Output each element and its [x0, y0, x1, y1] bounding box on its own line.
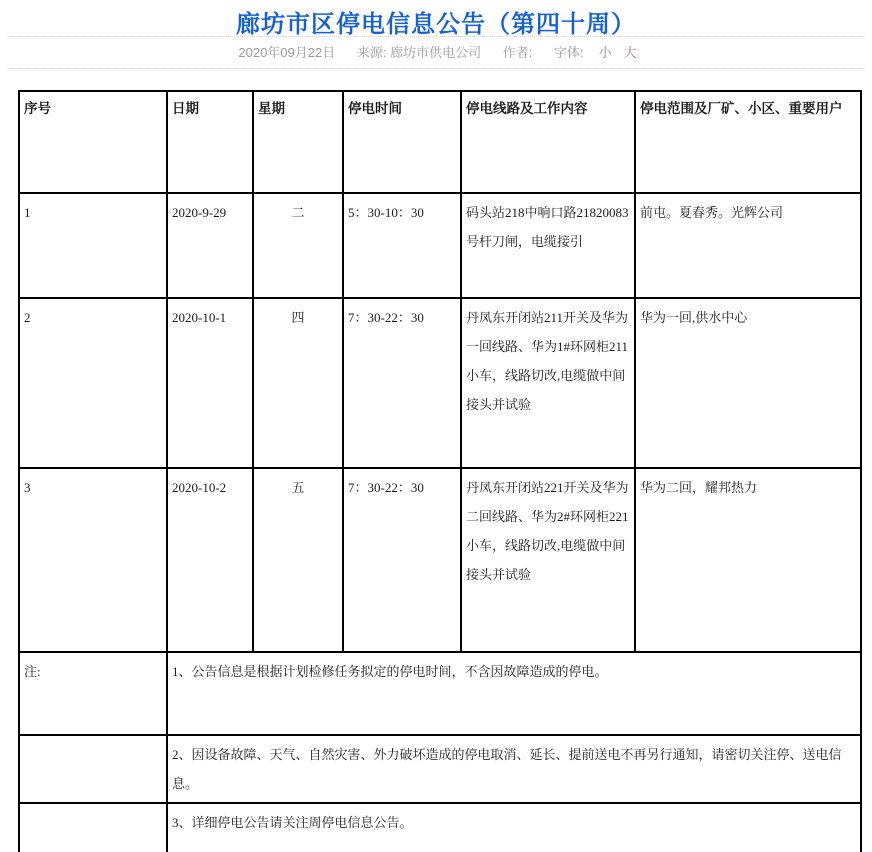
cell-line-work: 码头站218中响口路21820083号杆刀闸，电缆接引 [461, 193, 635, 298]
cell-scope: 华为一回,供水中心 [635, 298, 861, 468]
cell-outage-time: 5：30-10：30 [343, 193, 461, 298]
header-date: 日期 [167, 91, 253, 193]
outage-table [18, 90, 862, 852]
font-size-large-button[interactable]: 大 [623, 45, 637, 60]
header-line-work: 停电线路及工作内容 [461, 91, 635, 193]
publish-date: 2020年09月22日 [238, 45, 336, 60]
cell-scope: 华为二回，耀邦热力 [635, 468, 861, 652]
cell-serial: 3 [19, 468, 167, 652]
cell-outage-time: 7：30-22：30 [343, 298, 461, 468]
cell-line-work: 丹凤东开闭站211开关及华为一回线路、华为1#环网柜211小车，线路切改,电缆做中间接头并试验 [461, 298, 635, 468]
note-text-2: 2、因设备故障、天气、自然灾害、外力破坏造成的停电取消、延长、提前送电不再另行通知，请密切关注停、送电信息。 [167, 735, 861, 803]
cell-date: 2020-9-29 [167, 193, 253, 298]
author-label: 作者: [502, 45, 533, 60]
cell-line-work: 丹凤东开闭站221开关及华为二回线路、华为2#环网柜221小车，线路切改,电缆做中间接头并试验 [461, 468, 635, 652]
cell-weekday: 五 [253, 468, 343, 652]
page-title: 廊坊市区停电信息公告（第四十周） [236, 11, 636, 38]
meta-bar [0, 37, 872, 68]
note-row [19, 735, 861, 803]
cell-outage-time: 7：30-22：30 [343, 468, 461, 652]
header-scope: 停电范围及厂矿、小区、重要用户 [635, 91, 861, 193]
table-header-row [19, 91, 861, 193]
cell-serial: 2 [19, 298, 167, 468]
cell-date: 2020-10-1 [167, 298, 253, 468]
note-text-3: 3、详细停电公告请关注周停电信息公告。 [167, 803, 861, 852]
cell-date: 2020-10-2 [167, 468, 253, 652]
cell-scope: 前屯。夏春秀。光辉公司 [635, 193, 861, 298]
header-outage-time: 停电时间 [343, 91, 461, 193]
note-row [19, 803, 861, 852]
cell-weekday: 二 [253, 193, 343, 298]
cell-serial: 1 [19, 193, 167, 298]
header-weekday: 星期 [253, 91, 343, 193]
notes-empty-cell [19, 803, 167, 852]
table-row [19, 468, 861, 652]
header-serial: 序号 [19, 91, 167, 193]
source-label: 来源: 廊坊市供电公司 [356, 45, 482, 60]
table-row [19, 193, 861, 298]
notes-label-cell: 注: [19, 652, 167, 735]
dotted-divider-bottom [7, 68, 865, 69]
font-size-small-button[interactable]: 小 [598, 45, 612, 60]
note-row [19, 652, 861, 735]
note-text-1: 1、公告信息是根据计划检修任务拟定的停电时间，不含因故障造成的停电。 [167, 652, 861, 735]
cell-weekday: 四 [253, 298, 343, 468]
table-row [19, 298, 861, 468]
font-size-label: 字体: [553, 45, 584, 60]
notes-empty-cell [19, 735, 167, 803]
